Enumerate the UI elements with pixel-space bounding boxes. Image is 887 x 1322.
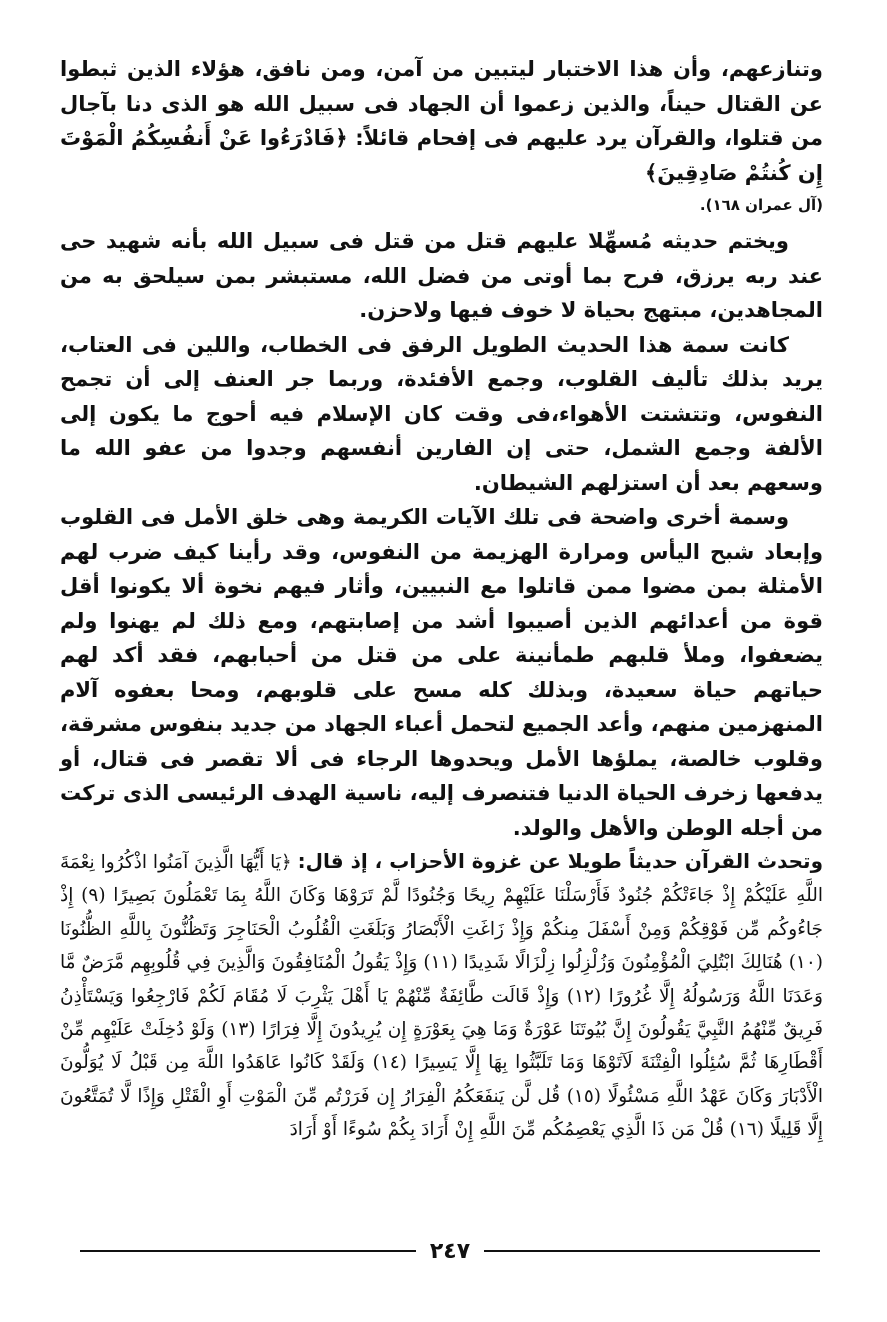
paragraph-1: وتنازعهم، وأن هذا الاختبار ليتبين من آمن، ومن نافق، هؤلاء الذين ثبطوا عن القتال حيناً، والذين زعموا أن الجهاد فى سبيل الله هو الذى دنا بآجال من قتلوا، والقرآن يرد عليهم فى إفحام قائلاً: ﴿فَادْرَءُوا عَنْ أَنفُسِكُمُ الْمَوْتَ إِن كُنتُمْ صَادِقِينَ﴾	[60, 57, 823, 185]
paragraph-3: كانت سمة هذا الحديث الطويل الرفق فى الخطاب، واللين فى العتاب، يريد بذلك تأليف القلوب، وجمع الأفئدة، وربما جر العنف إلى أن تجمح النفوس، وتتشتت الأهواء،فى وقت كان الإسلام فيه أحوج ما يكون إلى الألفة وجمع الشمل، حتى إن الفارين أنفسهم وجدوا من عفو الله ما وسعهم بعد أن استزلهم الشيطان.	[60, 332, 823, 495]
footer-rule-left	[80, 1250, 416, 1252]
paragraph-4: وسمة أخرى واضحة فى تلك الآيات الكريمة وهى خلق الأمل فى القلوب وإبعاد شبح اليأس ومرارة الهزيمة من النفوس، وقد رأينا كيف ضرب لهم الأمثلة بمن مضوا ممن قاتلوا مع النبيين، وأثار فيهم نخوة ألا يكونوا أقل قوة من أعدائهم الذين أصيبوا أشد من إصابتهم، ومع ذلك لم يهنوا ولم يضعفوا، وملأ قلبهم طمأنينة على من قتل من أحبابهم، فقد أكد لهم حياتهم حياة سعيدة، وبذلك كله مسح على قلوبهم، ومحا بعفوه آلام المنهزمين منهم، وأعد الجميع لتحمل أعباء الجهاد من جديد بنفوس مشرقة، وقلوب خالصة، يملؤها الأمل ويحدوها الرجاء فى ألا تقصر فى قتال، أو يدفعها زخرف الحياة الدنيا فتنصرف إليه، ناسية الهدف الرئيسى الذى تركت من أجله الوطن والأهل والولد.	[60, 505, 823, 840]
footer-rule-right	[484, 1250, 820, 1252]
quran-verses: ﴿يَا أَيُّهَا الَّذِينَ آمَنُوا اذْكُرُوا نِعْمَةَ اللَّهِ عَلَيْكُمْ إِذْ جَاءَتْكُمْ جُنُودٌ فَأَرْسَلْنَا عَلَيْهِمْ رِيحًا وَجُنُودًا لَّمْ تَرَوْهَا وَكَانَ اللَّهُ بِمَا تَعْمَلُونَ بَصِيرًا (٩) إِذْ جَاءُوكُم مِّن فَوْقِكُمْ وَمِنْ أَسْفَلَ مِنكُمْ وَإِذْ زَاغَتِ الْأَبْصَارُ وَبَلَغَتِ الْقُلُوبُ الْحَنَاجِرَ وَتَظُنُّونَ بِاللَّهِ الظُّنُونَا (١٠) هُنَالِكَ ابْتُلِيَ الْمُؤْمِنُونَ وَزُلْزِلُوا زِلْزَالًا شَدِيدًا (١١) وَإِذْ يَقُولُ الْمُنَافِقُونَ وَالَّذِينَ فِي قُلُوبِهِم مَّرَضٌ مَّا وَعَدَنَا اللَّهُ وَرَسُولُهُ إِلَّا غُرُورًا (١٢) وَإِذْ قَالَت طَّائِفَةٌ مِّنْهُمْ يَا أَهْلَ يَثْرِبَ لَا مُقَامَ لَكُمْ فَارْجِعُوا وَيَسْتَأْذِنُ فَرِيقٌ مِّنْهُمُ النَّبِيَّ يَقُولُونَ إِنَّ بُيُوتَنَا عَوْرَةٌ وَمَا هِيَ بِعَوْرَةٍ إِن يُرِيدُونَ إِلَّا فِرَارًا (١٣) وَلَوْ دُخِلَتْ عَلَيْهِم مِّنْ أَقْطَارِهَا ثُمَّ سُئِلُوا الْفِتْنَةَ لَآتَوْهَا وَمَا تَلَبَّثُوا بِهَا إِلَّا يَسِيرًا (١٤) وَلَقَدْ كَانُوا عَاهَدُوا اللَّهَ مِن قَبْلُ لَا يُوَلُّونَ الْأَدْبَارَ وَكَانَ عَهْدُ اللَّهِ مَسْئُولًا (١٥) قُل لَّن يَنفَعَكُمُ الْفِرَارُ إِن فَرَرْتُم مِّنَ الْمَوْتِ أَوِ الْقَتْلِ وَإِذًا لَّا تُمَتَّعُونَ إِلَّا قَلِيلًا (١٦) قُلْ مَن ذَا الَّذِي يَعْصِمُكُم مِّنَ اللَّهِ إِنْ أَرَادَ بِكُمْ سُوءًا أَوْ أَرَادَ	[60, 852, 824, 1141]
quran-passage	[60, 845, 823, 1147]
quran-intro: وتحدث القرآن حديثاً طويلا عن غزوة الأحزاب ، إذ قال:	[297, 849, 824, 873]
page-number: ٢٤٧	[429, 1238, 471, 1264]
page-footer	[80, 1236, 820, 1266]
page-body	[60, 52, 823, 1147]
paragraph-2: ويختم حديثه مُسهِّلا عليهم قتل من قتل فى سبيل الله بأنه شهيد حى عند ربه يرزق، فرح بما أوتى من فضل الله، مستبشر بمن سيلحق به من المجاهدين، مبتهج بحياة لا خوف فيها ولاحزن.	[60, 229, 823, 322]
verse-citation: (آل عمران ١٦٨).	[699, 196, 823, 214]
